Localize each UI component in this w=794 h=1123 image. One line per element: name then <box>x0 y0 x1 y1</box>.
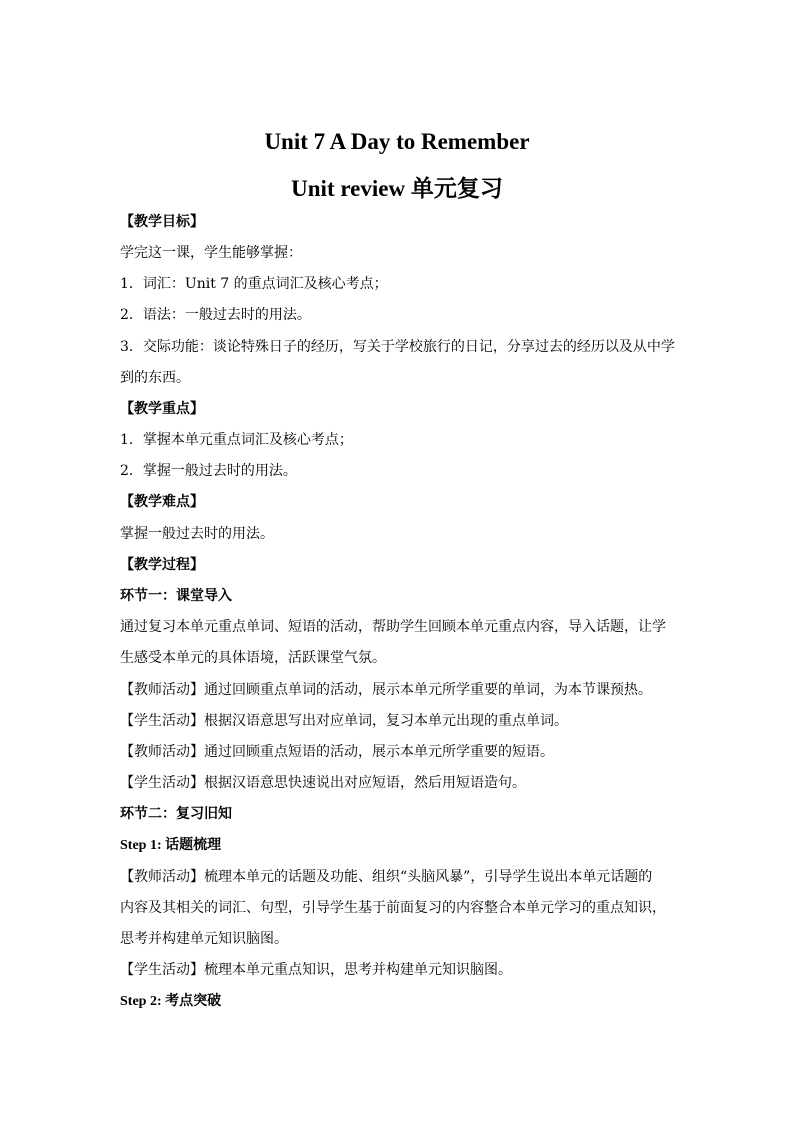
document-subtitle: Unit review 单元复习 <box>291 176 503 201</box>
student-activity: 【学生活动】根据汉语意思快速说出对应短语，然后用短语造句。 <box>120 775 526 791</box>
objectives-heading: 【教学目标】 <box>120 214 204 230</box>
objectives-intro: 学完这一课，学生能够掌握： <box>120 245 302 261</box>
stage-heading: 环节二：复习旧知 <box>120 806 232 822</box>
document-title: Unit 7 A Day to Remember <box>264 129 530 154</box>
paragraph-line: 通过复习本单元重点单词、短语的活动，帮助学生回顾本单元重点内容，导入话题，让学 <box>120 619 666 635</box>
teacher-activity: 【教师活动】通过回顾重点短语的活动，展示本单元所学重要的短语。 <box>120 744 554 760</box>
difficulty-heading: 【教学难点】 <box>120 494 204 510</box>
key-points-heading: 【教学重点】 <box>120 401 204 417</box>
teacher-activity: 【教师活动】通过回顾重点单词的活动，展示本单元所学重要的单词，为本节课预热。 <box>120 682 652 698</box>
teacher-activity: 【教师活动】梳理本单元的话题及功能、组织“头脑风暴”，引导学生说出本单元话题的 <box>120 869 653 885</box>
difficulty-text: 掌握一般过去时的用法。 <box>120 526 274 542</box>
key-point-item: 2．掌握一般过去时的用法。 <box>120 463 297 479</box>
objective-item-continued: 到的东西。 <box>120 370 190 386</box>
key-point-item: 1．掌握本单元重点词汇及核心考点； <box>120 432 353 448</box>
student-activity: 【学生活动】梳理本单元重点知识，思考并构建单元知识脑图。 <box>120 962 512 978</box>
paragraph-line: 生感受本单元的具体语境，活跃课堂气氛。 <box>120 650 386 666</box>
step-heading: Step 2: 考点突破 <box>120 994 222 1009</box>
student-activity: 【学生活动】根据汉语意思写出对应单词，复习本单元出现的重点单词。 <box>120 713 568 729</box>
process-heading: 【教学过程】 <box>120 557 204 573</box>
objective-item: 3．交际功能：谈论特殊日子的经历，写关于学校旅行的日记，分享过去的经历以及从中学 <box>120 339 675 355</box>
stage-heading: 环节一：课堂导入 <box>120 588 232 604</box>
objective-item: 2．语法：一般过去时的用法。 <box>120 307 311 323</box>
objective-item: 1．词汇：Unit 7 的重点词汇及核心考点； <box>120 276 388 292</box>
teacher-activity-continued: 思考并构建单元知识脑图。 <box>120 931 288 947</box>
teacher-activity-continued: 内容及其相关的词汇、句型，引导学生基于前面复习的内容整合本单元学习的重点知识， <box>120 900 666 916</box>
step-heading: Step 1: 话题梳理 <box>120 838 222 853</box>
